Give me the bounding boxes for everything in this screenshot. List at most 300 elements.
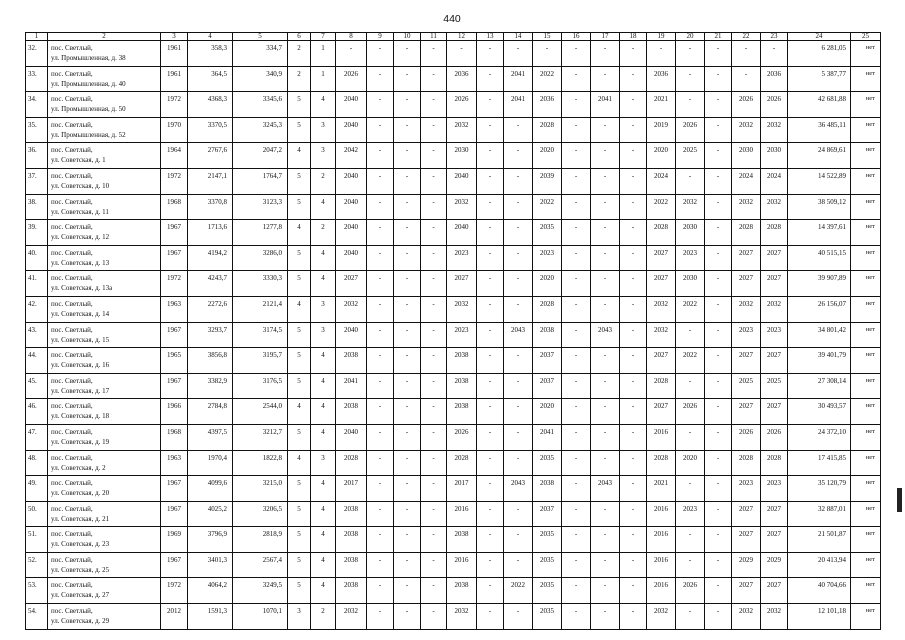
table-cell-col14: - — [504, 424, 533, 450]
table-cell-col22: 2028 — [732, 450, 761, 476]
table-cell-col18: - — [620, 245, 647, 271]
table-cell-col11: - — [421, 604, 447, 630]
address-cell — [48, 245, 161, 271]
table-cell-col25: нет — [851, 143, 881, 169]
table-cell-col18: - — [620, 168, 647, 194]
table-cell-col25: нет — [851, 168, 881, 194]
column-header-2: 2 — [48, 33, 161, 41]
address-line-1: пос. Светлый, — [51, 325, 93, 334]
table-cell-col19: 2032 — [647, 604, 676, 630]
table-cell-col24: 38 509,12 — [788, 194, 851, 220]
table-cell-col7: 4 — [311, 501, 336, 527]
table-cell-col19: 2016 — [647, 424, 676, 450]
table-cell-col25: нет — [851, 578, 881, 604]
table-cell-col5: 3206,5 — [233, 501, 288, 527]
address-line-1: пос. Светлый, — [51, 299, 93, 308]
table-row — [26, 604, 881, 630]
table-cell-col22: 2025 — [732, 373, 761, 399]
table-cell-col21: - — [705, 527, 732, 553]
table-cell-col8: 2038 — [336, 578, 367, 604]
address-cell — [48, 322, 161, 348]
table-cell-col7: 1 — [311, 66, 336, 92]
table-cell-col25: нет — [851, 424, 881, 450]
table-cell-col9: - — [367, 245, 394, 271]
table-cell-col13: - — [477, 245, 504, 271]
table-cell-col21: - — [705, 220, 732, 246]
table-cell-col17: - — [591, 604, 620, 630]
table-cell-col14: - — [504, 604, 533, 630]
column-header-4: 4 — [188, 33, 233, 41]
table-cell-col14: - — [504, 245, 533, 271]
table-cell-col23: 2025 — [761, 373, 788, 399]
table-cell-col4: 4064,2 — [188, 578, 233, 604]
table-cell-col16: - — [562, 143, 591, 169]
table-cell-col8: 2038 — [336, 527, 367, 553]
table-cell-col10: - — [394, 245, 421, 271]
table-cell-col20: 2030 — [676, 220, 705, 246]
table-cell-col16: - — [562, 450, 591, 476]
table-cell-col17: - — [591, 552, 620, 578]
table-cell-col9: - — [367, 501, 394, 527]
row-number: 50. — [26, 501, 48, 527]
table-cell-col12: 2017 — [447, 476, 477, 502]
table-cell-col5: 2121,4 — [233, 296, 288, 322]
table-cell-col12: 2023 — [447, 245, 477, 271]
table-cell-col17: 2041 — [591, 92, 620, 118]
table-cell-col14: 2041 — [504, 92, 533, 118]
table-cell-col14: - — [504, 450, 533, 476]
table-cell-col18: - — [620, 527, 647, 553]
table-cell-col3: 1967 — [161, 476, 188, 502]
table-cell-col5: 2818,9 — [233, 527, 288, 553]
table-cell-col4: 1970,4 — [188, 450, 233, 476]
table-cell-col17: 2043 — [591, 322, 620, 348]
table-cell-col10: - — [394, 373, 421, 399]
table-cell-col10: - — [394, 552, 421, 578]
table-cell-col3: 2012 — [161, 604, 188, 630]
table-cell-col17: - — [591, 168, 620, 194]
table-cell-col25: нет — [851, 271, 881, 297]
address-line-2: ул. Советская, д. 21 — [51, 514, 110, 523]
table-cell-col7: 4 — [311, 476, 336, 502]
table-cell-col7: 4 — [311, 92, 336, 118]
table-cell-col25: нет — [851, 117, 881, 143]
table-cell-col10: - — [394, 271, 421, 297]
table-cell-col20: 2026 — [676, 399, 705, 425]
table-cell-col11: - — [421, 552, 447, 578]
address-line-1: пос. Светлый, — [51, 402, 93, 411]
table-cell-col8: 2040 — [336, 117, 367, 143]
table-row — [26, 271, 881, 297]
table-cell-col22: 2027 — [732, 501, 761, 527]
table-cell-col17: - — [591, 117, 620, 143]
table-cell-col23: 2028 — [761, 220, 788, 246]
table-cell-col16: - — [562, 424, 591, 450]
table-cell-col19: 2024 — [647, 168, 676, 194]
table-cell-col6: 2 — [288, 66, 311, 92]
table-cell-col9: - — [367, 476, 394, 502]
table-cell-col10: - — [394, 220, 421, 246]
table-cell-col13: - — [477, 271, 504, 297]
address-cell — [48, 194, 161, 220]
table-cell-col5: 3123,3 — [233, 194, 288, 220]
table-cell-col18: - — [620, 271, 647, 297]
table-cell-col25: нет — [851, 348, 881, 374]
table-cell-col20: 2023 — [676, 245, 705, 271]
table-cell-col3: 1963 — [161, 296, 188, 322]
table-cell-col10: - — [394, 348, 421, 374]
table-cell-col6: 5 — [288, 322, 311, 348]
table-cell-col25: нет — [851, 41, 881, 67]
column-header-15: 15 — [533, 33, 562, 41]
table-cell-col23: 2032 — [761, 296, 788, 322]
table-cell-col9: - — [367, 220, 394, 246]
address-line-1: пос. Светлый, — [51, 453, 93, 462]
table-cell-col21: - — [705, 373, 732, 399]
table-cell-col12: 2030 — [447, 143, 477, 169]
table-cell-col19: 2020 — [647, 143, 676, 169]
table-cell-col11: - — [421, 450, 447, 476]
table-cell-col15: 2041 — [533, 424, 562, 450]
table-cell-col18: - — [620, 578, 647, 604]
table-cell-col18: - — [620, 92, 647, 118]
table-cell-col12: 2032 — [447, 604, 477, 630]
table-cell-col12: 2032 — [447, 194, 477, 220]
table-cell-col13: - — [477, 527, 504, 553]
table-body — [26, 41, 881, 630]
table-cell-col5: 1070,1 — [233, 604, 288, 630]
table-cell-col23: 2026 — [761, 424, 788, 450]
table-cell-col24: 39 907,89 — [788, 271, 851, 297]
table-cell-col6: 3 — [288, 604, 311, 630]
table-cell-col3: 1967 — [161, 373, 188, 399]
row-number: 44. — [26, 348, 48, 374]
table-cell-col13: - — [477, 296, 504, 322]
table-cell-col5: 3345,6 — [233, 92, 288, 118]
table-cell-col19: 2016 — [647, 552, 676, 578]
table-cell-col22: 2032 — [732, 194, 761, 220]
address-line-1: пос. Светлый, — [51, 376, 93, 385]
table-cell-col12: 2032 — [447, 296, 477, 322]
table-cell-col7: 4 — [311, 578, 336, 604]
row-number: 52. — [26, 552, 48, 578]
table-row — [26, 245, 881, 271]
table-cell-col6: 5 — [288, 373, 311, 399]
table-cell-col24: 14 522,89 — [788, 168, 851, 194]
table-cell-col20: - — [676, 604, 705, 630]
row-number: 42. — [26, 296, 48, 322]
table-cell-col8: 2042 — [336, 143, 367, 169]
table-cell-col12: 2038 — [447, 373, 477, 399]
table-row — [26, 450, 881, 476]
table-cell-col10: - — [394, 194, 421, 220]
row-number: 48. — [26, 450, 48, 476]
table-row — [26, 399, 881, 425]
table-cell-col20: 2026 — [676, 578, 705, 604]
table-cell-col14: - — [504, 41, 533, 67]
table-cell-col22: 2029 — [732, 552, 761, 578]
table-cell-col22: 2030 — [732, 143, 761, 169]
column-header-19: 19 — [647, 33, 676, 41]
table-cell-col15: 2038 — [533, 476, 562, 502]
address-line-1: пос. Светлый, — [51, 274, 93, 283]
table-cell-col16: - — [562, 322, 591, 348]
table-cell-col16: - — [562, 604, 591, 630]
table-cell-col9: - — [367, 194, 394, 220]
table-cell-col17: - — [591, 450, 620, 476]
table-cell-col21: - — [705, 424, 732, 450]
table-cell-col20: 2020 — [676, 450, 705, 476]
table-row — [26, 552, 881, 578]
table-cell-col24: 20 413,94 — [788, 552, 851, 578]
table-cell-col17: - — [591, 271, 620, 297]
table-cell-col19: 2027 — [647, 399, 676, 425]
table-cell-col14: 2043 — [504, 476, 533, 502]
address-cell — [48, 348, 161, 374]
table-cell-col22: 2032 — [732, 117, 761, 143]
table-cell-col10: - — [394, 604, 421, 630]
table-cell-col6: 5 — [288, 424, 311, 450]
table-row — [26, 578, 881, 604]
table-cell-col8: 2040 — [336, 168, 367, 194]
table-cell-col25: нет — [851, 194, 881, 220]
row-number: 40. — [26, 245, 48, 271]
table-cell-col17: - — [591, 527, 620, 553]
table-cell-col14: - — [504, 296, 533, 322]
address-cell — [48, 399, 161, 425]
table-cell-col5: 1822,8 — [233, 450, 288, 476]
table-cell-col9: - — [367, 578, 394, 604]
table-cell-col8: 2040 — [336, 194, 367, 220]
table-cell-col25: нет — [851, 92, 881, 118]
table-cell-col12: 2016 — [447, 501, 477, 527]
table-cell-col23: 2028 — [761, 450, 788, 476]
table-cell-col18: - — [620, 399, 647, 425]
table-cell-col19: 2032 — [647, 322, 676, 348]
column-header-18: 18 — [620, 33, 647, 41]
table-cell-col5: 3174,5 — [233, 322, 288, 348]
table-cell-col9: - — [367, 322, 394, 348]
table-cell-col9: - — [367, 604, 394, 630]
table-cell-col11: - — [421, 117, 447, 143]
row-number: 53. — [26, 578, 48, 604]
table-cell-col11: - — [421, 143, 447, 169]
table-cell-col24: 36 485,11 — [788, 117, 851, 143]
table-cell-col20: - — [676, 373, 705, 399]
table-cell-col9: - — [367, 168, 394, 194]
table-cell-col10: - — [394, 168, 421, 194]
table-cell-col24: 35 120,79 — [788, 476, 851, 502]
table-cell-col10: - — [394, 41, 421, 67]
table-cell-col3: 1972 — [161, 271, 188, 297]
table-row — [26, 527, 881, 553]
table-cell-col18: - — [620, 373, 647, 399]
table-cell-col25: нет — [851, 373, 881, 399]
table-cell-col19: 2028 — [647, 450, 676, 476]
table-cell-col11: - — [421, 194, 447, 220]
table-cell-col12: 2026 — [447, 424, 477, 450]
table-cell-col23: 2027 — [761, 348, 788, 374]
table-cell-col10: - — [394, 527, 421, 553]
table-cell-col5: 3212,7 — [233, 424, 288, 450]
table-cell-col19: 2021 — [647, 476, 676, 502]
table-cell-col21: - — [705, 66, 732, 92]
address-cell — [48, 271, 161, 297]
row-number: 54. — [26, 604, 48, 630]
table-cell-col14: - — [504, 194, 533, 220]
table-cell-col4: 3382,9 — [188, 373, 233, 399]
table-cell-col20: - — [676, 92, 705, 118]
table-cell-col6: 5 — [288, 501, 311, 527]
table-cell-col12: 2028 — [447, 450, 477, 476]
table-cell-col8: 2032 — [336, 604, 367, 630]
table-cell-col23: 2027 — [761, 501, 788, 527]
table-cell-col9: - — [367, 450, 394, 476]
table-cell-col8: 2038 — [336, 348, 367, 374]
table-cell-col7: 2 — [311, 168, 336, 194]
table-cell-col4: 1713,6 — [188, 220, 233, 246]
table-cell-col24: 26 156,07 — [788, 296, 851, 322]
address-cell — [48, 604, 161, 630]
table-cell-col24: 14 397,61 — [788, 220, 851, 246]
table-cell-col16: - — [562, 373, 591, 399]
table-cell-col12: 2036 — [447, 66, 477, 92]
table-cell-col4: 4368,3 — [188, 92, 233, 118]
address-cell — [48, 220, 161, 246]
table-cell-col17: - — [591, 348, 620, 374]
address-line-1: пос. Светлый, — [51, 69, 93, 78]
address-line-2: ул. Промышленная, д. 38 — [51, 54, 126, 62]
table-cell-col22: 2027 — [732, 245, 761, 271]
table-cell-col5: 1764,7 — [233, 168, 288, 194]
table-cell-col15: 2035 — [533, 604, 562, 630]
table-cell-col18: - — [620, 450, 647, 476]
address-line-2: ул. Промышленная, д. 52 — [51, 130, 126, 139]
table-cell-col10: - — [394, 450, 421, 476]
table-cell-col8: 2028 — [336, 450, 367, 476]
table-cell-col19: 2019 — [647, 117, 676, 143]
address-line-2: ул. Советская, д. 2 — [51, 463, 106, 472]
table-cell-col9: - — [367, 143, 394, 169]
table-cell-col23: - — [761, 41, 788, 67]
table-cell-col17: - — [591, 194, 620, 220]
table-row — [26, 424, 881, 450]
table-cell-col18: - — [620, 322, 647, 348]
table-cell-col10: - — [394, 296, 421, 322]
table-cell-col11: - — [421, 41, 447, 67]
table-cell-col23: 2030 — [761, 143, 788, 169]
table-cell-col11: - — [421, 322, 447, 348]
table-row — [26, 322, 881, 348]
table-cell-col13: - — [477, 66, 504, 92]
table-cell-col21: - — [705, 117, 732, 143]
address-cell — [48, 296, 161, 322]
table-cell-col11: - — [421, 424, 447, 450]
table-cell-col21: - — [705, 399, 732, 425]
table-cell-col3: 1972 — [161, 168, 188, 194]
table-cell-col25: нет — [851, 527, 881, 553]
table-cell-col15: 2035 — [533, 450, 562, 476]
table-cell-col13: - — [477, 450, 504, 476]
column-header-16: 16 — [562, 33, 591, 41]
table-cell-col4: 364,5 — [188, 66, 233, 92]
table-cell-col21: - — [705, 348, 732, 374]
table-cell-col3: 1963 — [161, 450, 188, 476]
table-cell-col15: 2039 — [533, 168, 562, 194]
table-cell-col9: - — [367, 552, 394, 578]
table-cell-col6: 5 — [288, 92, 311, 118]
address-cell — [48, 552, 161, 578]
table-cell-col6: 5 — [288, 194, 311, 220]
table-cell-col4: 3401,3 — [188, 552, 233, 578]
table-cell-col6: 5 — [288, 271, 311, 297]
table-cell-col12: 2027 — [447, 271, 477, 297]
address-line-1: пос. Светлый, — [51, 146, 93, 155]
table-cell-col18: - — [620, 348, 647, 374]
table-cell-col18: - — [620, 41, 647, 67]
table-cell-col13: - — [477, 220, 504, 246]
table-cell-col14: - — [504, 348, 533, 374]
table-cell-col16: - — [562, 41, 591, 67]
table-cell-col13: - — [477, 424, 504, 450]
address-line-2: ул. Советская, д. 14 — [51, 309, 110, 318]
table-cell-col20: - — [676, 527, 705, 553]
address-line-2: ул. Советская, д. 10 — [51, 181, 110, 190]
address-line-2: ул. Советская, д. 12 — [51, 233, 110, 242]
table-cell-col24: 24 869,61 — [788, 143, 851, 169]
table-cell-col16: - — [562, 501, 591, 527]
table-cell-col9: - — [367, 66, 394, 92]
table-cell-col3: 1967 — [161, 501, 188, 527]
column-header-23: 23 — [761, 33, 788, 41]
table-cell-col23: 2032 — [761, 117, 788, 143]
address-line-1: пос. Светлый, — [51, 530, 93, 539]
table-cell-col11: - — [421, 348, 447, 374]
table-cell-col15: 2022 — [533, 66, 562, 92]
table-cell-col19: 2027 — [647, 348, 676, 374]
table-cell-col11: - — [421, 66, 447, 92]
row-number: 33. — [26, 66, 48, 92]
table-cell-col18: - — [620, 296, 647, 322]
table-cell-col19: 2032 — [647, 296, 676, 322]
table-row — [26, 476, 881, 502]
table-cell-col4: 4025,2 — [188, 501, 233, 527]
table-cell-col21: - — [705, 168, 732, 194]
column-header-3: 3 — [161, 33, 188, 41]
column-header-11: 11 — [421, 33, 447, 41]
table-cell-col9: - — [367, 399, 394, 425]
address-line-2: ул. Советская, д. 17 — [51, 386, 110, 395]
table-cell-col16: - — [562, 66, 591, 92]
address-line-1: пос. Светлый, — [51, 607, 93, 616]
table-cell-col7: 4 — [311, 348, 336, 374]
table-cell-col19: 2028 — [647, 220, 676, 246]
row-number: 51. — [26, 527, 48, 553]
table-cell-col21: - — [705, 476, 732, 502]
table-cell-col7: 3 — [311, 143, 336, 169]
address-cell — [48, 578, 161, 604]
row-number: 35. — [26, 117, 48, 143]
table-cell-col8: 2040 — [336, 92, 367, 118]
table-cell-col22: 2024 — [732, 168, 761, 194]
table-cell-col7: 3 — [311, 117, 336, 143]
table-row — [26, 348, 881, 374]
table-cell-col19: 2016 — [647, 578, 676, 604]
table-cell-col24: 32 887,01 — [788, 501, 851, 527]
table-cell-col14: - — [504, 220, 533, 246]
table-cell-col15: 2036 — [533, 92, 562, 118]
table-cell-col20: - — [676, 41, 705, 67]
